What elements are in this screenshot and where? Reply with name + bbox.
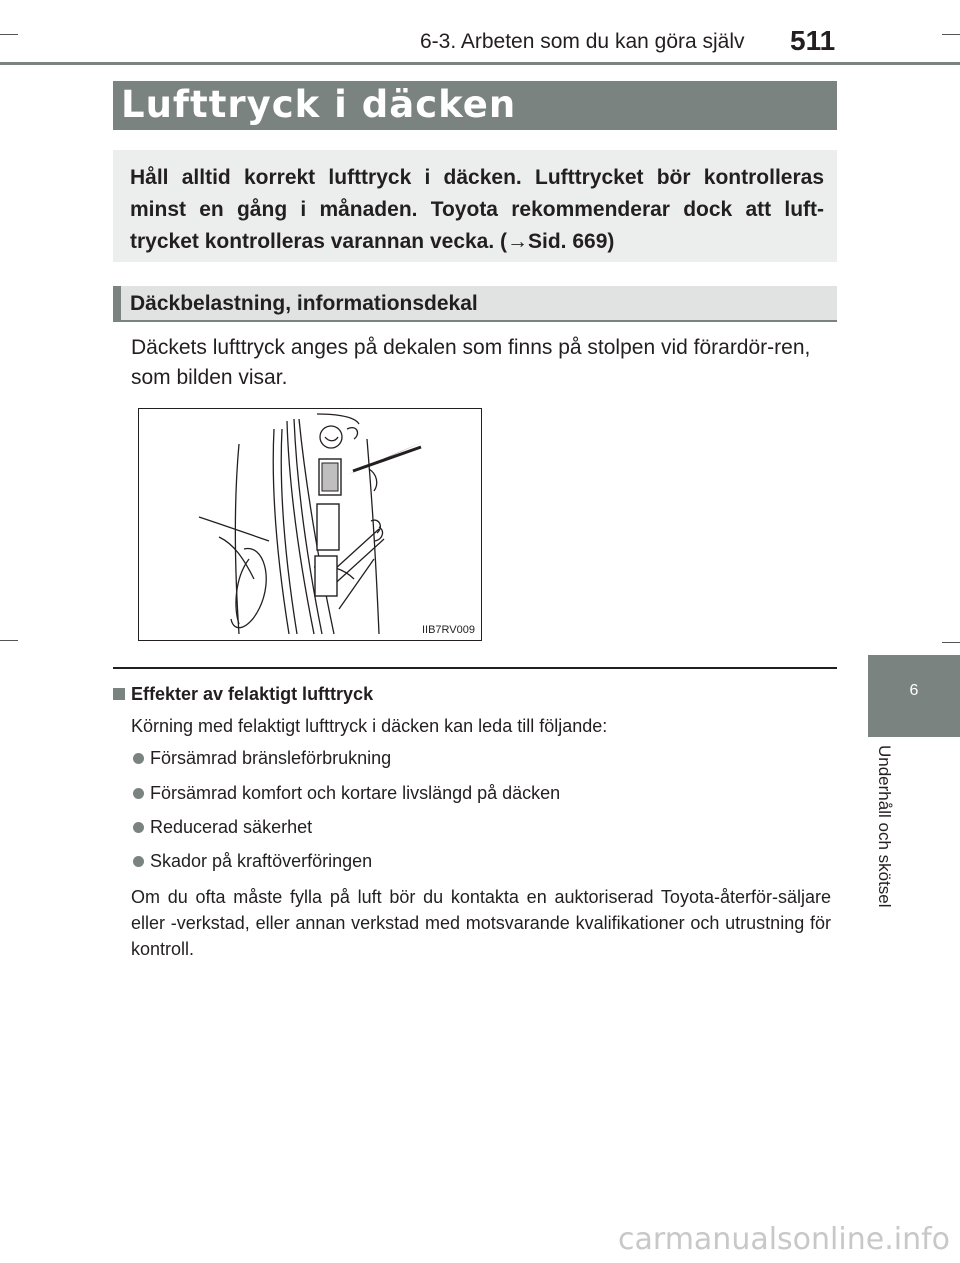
note-heading-text: Effekter av felaktigt lufttryck [131, 684, 374, 704]
circle-bullet-icon [133, 788, 144, 799]
page-number: 511 [790, 25, 836, 56]
list-item [133, 748, 391, 769]
chapter-label: Underhåll och skötsel [875, 745, 894, 908]
door-pillar-illustration [138, 408, 482, 641]
header-section-title: 6-3. Arbeten som du kan göra själv [420, 30, 745, 53]
subsection-heading-bar [113, 286, 837, 322]
crop-mark [942, 642, 960, 643]
list-item-text: Försämrad bränsleförbrukning [150, 748, 392, 768]
intro-text: Håll alltid korrekt lufttryck i däcken. Lufttrycket bör kontrolleras minst en gång i månaden. Toyota rekommenderar dock att luft-trycket kontrolleras varannan vecka. (→Sid. 669) [130, 166, 824, 253]
list-item [133, 817, 312, 838]
circle-bullet-icon [133, 753, 144, 764]
note-lead: Körning med felaktigt lufttryck i däcken kan leda till följande: [131, 716, 608, 736]
list-item-text: Reducerad säkerhet [150, 817, 313, 837]
header-rule [0, 62, 960, 65]
title-bar [113, 81, 837, 130]
note-closing: Om du ofta måste fylla på luft bör du kontakta en auktoriserad Toyota-återför-säljare eller -verkstad, eller annan verkstad med motsvarande kvalifikationer och utrustning för kontroll. [131, 887, 831, 959]
chapter-tab [868, 655, 960, 737]
subsection-body: Däckets lufttryck anges på dekalen som finns på stolpen vid förardör-ren, som bilden visar. [131, 336, 811, 389]
crop-mark [0, 34, 18, 35]
chapter-label-container [870, 745, 918, 945]
subsection-accent [113, 286, 121, 322]
chapter-number: 6 [909, 682, 919, 699]
circle-bullet-icon [133, 822, 144, 833]
square-bullet-icon [113, 688, 125, 700]
list-item [133, 783, 560, 804]
figure-code: IIB7RV009 [421, 624, 475, 636]
circle-bullet-icon [133, 856, 144, 867]
door-pillar-drawing [139, 409, 481, 640]
intro-box [113, 150, 837, 262]
crop-mark [0, 640, 18, 641]
list-item-text: Försämrad komfort och kortare livslängd på däcken [150, 783, 561, 803]
watermark: carmanualsonline.info [618, 1222, 950, 1257]
subsection-title: Däckbelastning, informationsdekal [130, 292, 478, 315]
list-item-text: Skador på kraftöverföringen [150, 851, 373, 871]
page-title: Lufttryck i däcken [121, 83, 517, 126]
crop-mark [942, 34, 960, 35]
section-divider [113, 667, 837, 669]
list-item [133, 851, 372, 872]
note-heading [113, 684, 373, 705]
